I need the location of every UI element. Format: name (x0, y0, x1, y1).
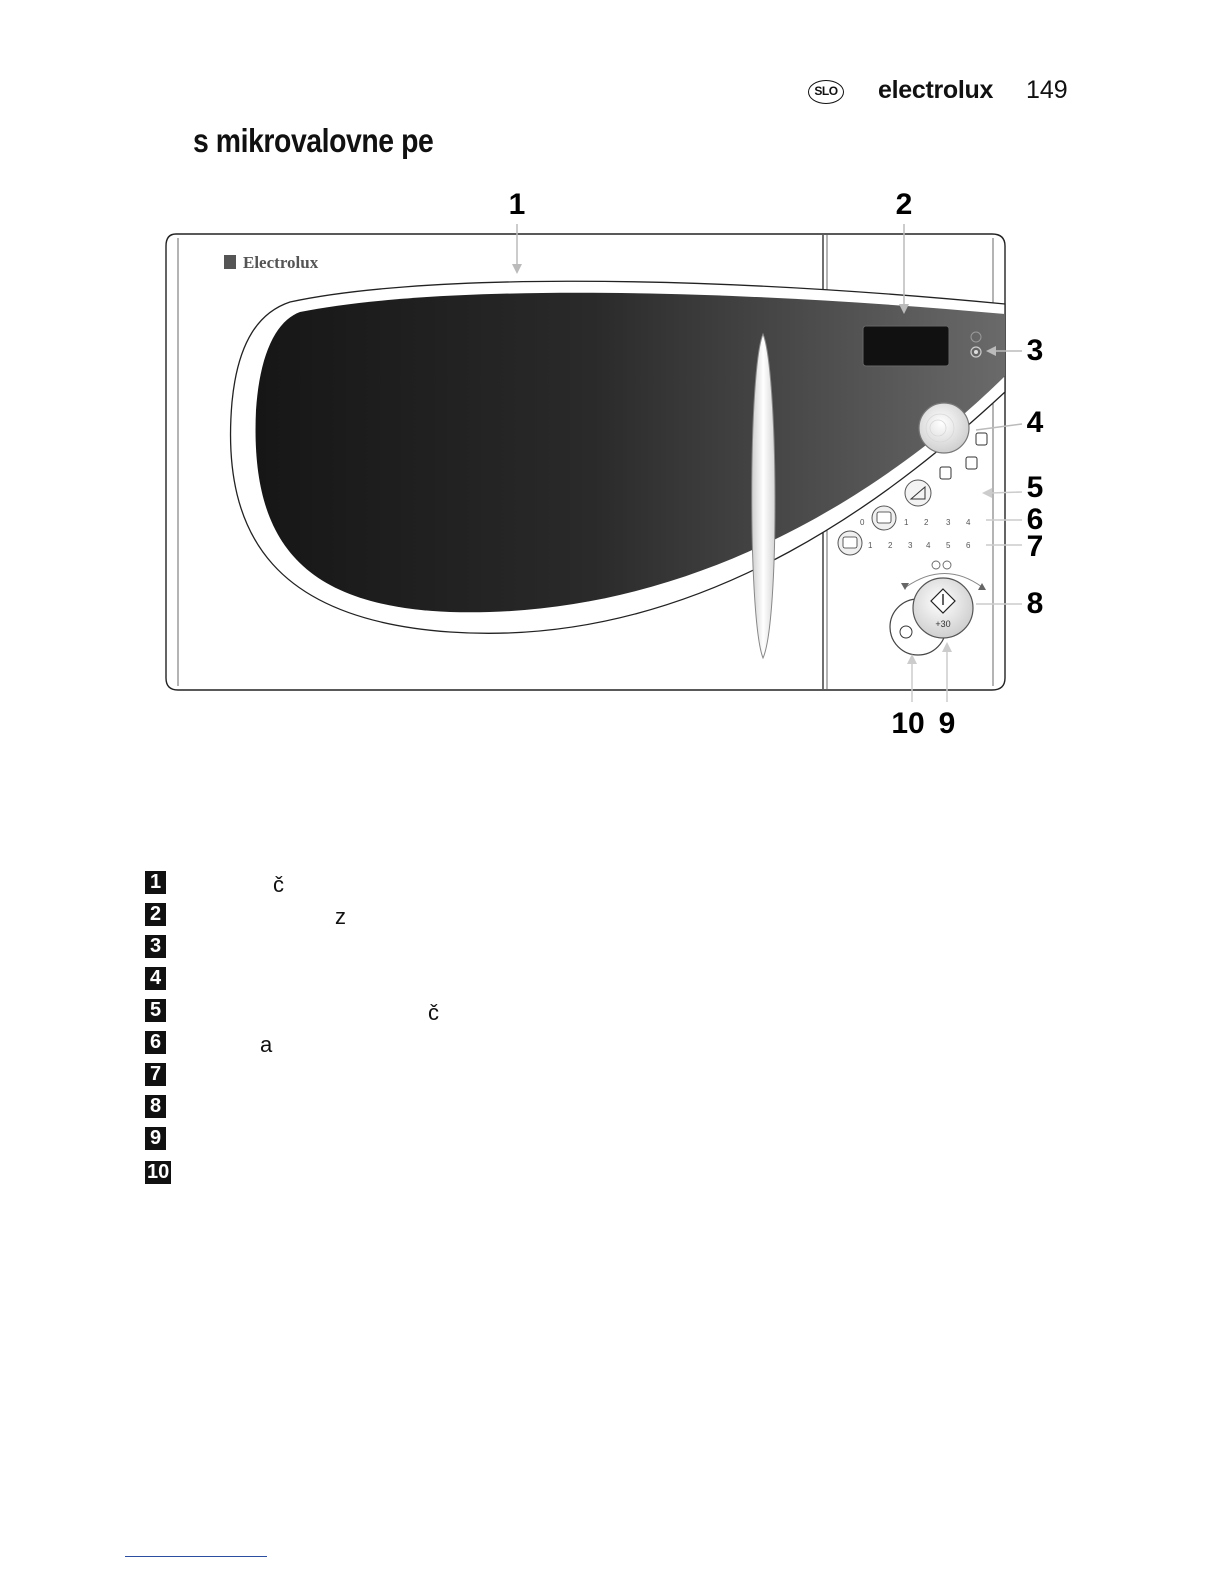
program-6-0: 0 (860, 518, 865, 527)
program-6-3: 3 (946, 518, 951, 527)
legend-number: 3 (145, 935, 166, 958)
combi-mode-icon (940, 467, 951, 479)
program-7-1: 1 (868, 541, 873, 550)
footnote-rule (125, 1556, 267, 1557)
legend-number: 6 (145, 1031, 166, 1054)
program-7-3: 3 (908, 541, 913, 550)
callout-10: 10 (891, 707, 925, 740)
power-knob[interactable] (919, 403, 969, 453)
program-6-1: 1 (904, 518, 909, 527)
legend-item (145, 1124, 1045, 1158)
callout-2: 2 (895, 188, 913, 221)
legend-text: č (428, 1000, 439, 1025)
legend-number: 8 (145, 1095, 166, 1118)
legend-number: 9 (145, 1127, 166, 1150)
callout-9: 9 (938, 707, 956, 740)
display (863, 326, 949, 366)
microwave-mode-icon (976, 433, 987, 445)
legend-text: z (335, 904, 346, 929)
microwave-diagram (150, 180, 1070, 760)
grill-mode-icon (966, 457, 977, 469)
program-7-6: 6 (966, 541, 971, 550)
brand-name: electrolux (878, 76, 994, 104)
legend-item (145, 1028, 1045, 1060)
legend-item (145, 868, 1045, 900)
legend-number: 1 (145, 871, 166, 894)
logo-icon (224, 255, 236, 269)
legend-item (145, 932, 1045, 964)
program-6-2: 2 (924, 518, 929, 527)
program-7-5: 5 (946, 541, 951, 550)
legend-number: 4 (145, 967, 166, 990)
legend-text: č (273, 872, 284, 897)
section-title: s mikrovalovne pe (193, 122, 434, 159)
legend-number: 2 (145, 903, 166, 926)
oven-logo: Electrolux (243, 253, 319, 272)
callout-6: 6 (1026, 503, 1044, 536)
program-6-4: 4 (966, 518, 971, 527)
legend-number: 7 (145, 1063, 166, 1086)
legend-item (145, 1092, 1045, 1124)
legend-item (145, 964, 1045, 996)
page-number: 149 (1026, 76, 1068, 104)
program-7-4: 4 (926, 541, 931, 550)
callout-5: 5 (1026, 471, 1044, 504)
legend-item (145, 900, 1045, 932)
callout-7: 7 (1026, 530, 1044, 563)
callout-3: 3 (1026, 334, 1044, 367)
legend-item (145, 1158, 1045, 1190)
language-badge: SLO (808, 80, 844, 104)
legend-text: a (260, 1032, 273, 1057)
program-7-2: 2 (888, 541, 893, 550)
page-header (808, 76, 1088, 108)
legend (145, 868, 1045, 1190)
legend-item (145, 1060, 1045, 1092)
svg-text:+30: +30 (935, 619, 951, 629)
legend-item (145, 996, 1045, 1028)
legend-number: 10 (147, 1161, 170, 1183)
callout-8: 8 (1026, 587, 1044, 620)
legend-number: 5 (145, 999, 166, 1022)
callout-4: 4 (1026, 406, 1044, 439)
callout-1: 1 (508, 188, 526, 221)
